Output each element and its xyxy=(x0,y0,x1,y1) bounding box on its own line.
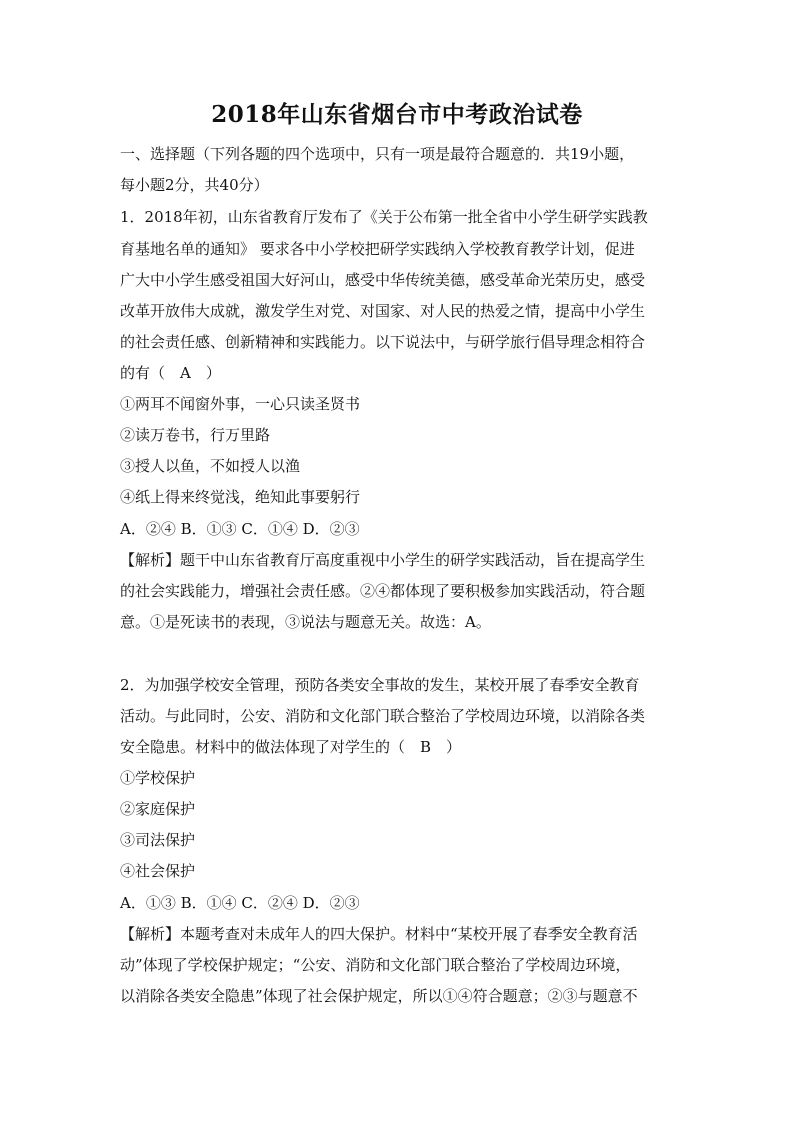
question-1-text: 1．2018年初，山东省教育厅发布了《关于公布第一批全省中小学生研学实践教 xyxy=(120,208,648,226)
question-1-text: 改革开放伟大成就，激发学生对党、对国家、对人民的热爱之情，提高中小学生 xyxy=(120,302,646,320)
question-2-analysis: 【解析】本题考查对未成年人的四大保护。材料中“某校开展了春季安全教育活 xyxy=(120,925,638,943)
question-1-text: 的有（ A ） xyxy=(120,364,221,382)
question-2-option: ①学校保护 xyxy=(120,769,196,787)
question-1-text: 广大中小学生感受祖国大好河山，感受中华传统美德，感受革命光荣历史，感受 xyxy=(120,271,646,289)
section-heading: 一、选择题（下列各题的四个选项中，只有一项是最符合题意的．共19小题， xyxy=(120,145,635,163)
question-2-text: 安全隐患。材料中的做法体现了对学生的（ B ） xyxy=(120,738,462,756)
question-1-text: 的社会责任感、创新精神和实践能力。以下说法中，与研学旅行倡导理念相符合 xyxy=(120,333,646,351)
question-1-option: ①两耳不闻窗外事，一心只读圣贤书 xyxy=(120,395,361,413)
question-1-choices: A．②④ B．①③ C．①④ D．②③ xyxy=(120,520,360,538)
question-2-option: ②家庭保护 xyxy=(120,800,196,818)
question-1-analysis: 的社会实践能力，增强社会责任感。②④都体现了要积极参加实践活动，符合题 xyxy=(120,582,646,600)
question-1-option: ③授人以鱼，不如授人以渔 xyxy=(120,457,301,475)
question-1-analysis: 【解析】题干中山东省教育厅高度重视中小学生的研学实践活动，旨在提高学生 xyxy=(120,551,646,569)
question-2-choices: A．①③ B．①④ C．②④ D．②③ xyxy=(120,894,360,912)
question-1-option: ④纸上得来终觉浅，绝知此事要躬行 xyxy=(120,488,361,506)
question-2-analysis: 动”体现了学校保护规定；“公安、消防和文化部门联合整治了学校周边环境， xyxy=(120,956,631,974)
page-title: 2018年山东省烟台市中考政治试卷 xyxy=(211,101,583,128)
section-heading-cont: 每小题2分，共40分） xyxy=(120,176,269,194)
question-2-text: 2．为加强学校安全管理，预防各类安全事故的发生，某校开展了春季安全教育 xyxy=(120,676,640,694)
question-2-text: 活动。与此同时，公安、消防和文化部门联合整治了学校周边环境，以消除各类 xyxy=(120,707,646,725)
question-1-analysis: 意。①是死读书的表现，③说法与题意无关。故选：A。 xyxy=(120,613,491,631)
question-1-text: 育基地名单的通知》 要求各中小学校把研学实践纳入学校教育教学计划，促进 xyxy=(120,240,635,258)
question-2-option: ④社会保护 xyxy=(120,862,196,880)
question-1-option: ②读万卷书，行万里路 xyxy=(120,426,271,444)
question-2-analysis: 以消除各类安全隐患”体现了社会保护规定，所以①④符合题意；②③与题意不 xyxy=(120,987,638,1005)
question-2-option: ③司法保护 xyxy=(120,831,196,849)
